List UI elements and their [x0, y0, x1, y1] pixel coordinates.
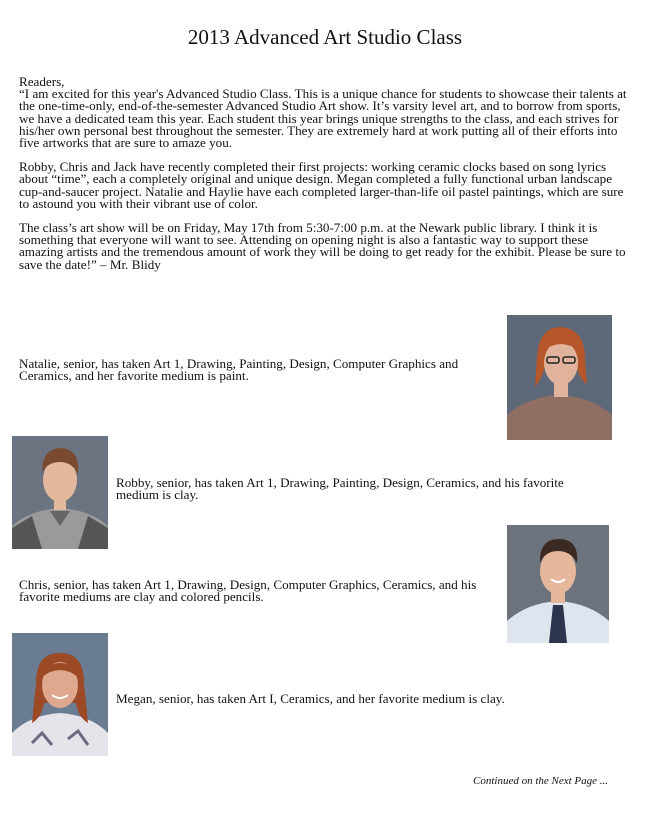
continued-footer: Continued on the Next Page ... [473, 775, 609, 787]
student-bio-robby: Robby, senior, has taken Art 1, Drawing, Painting, Design, Ceramics, and his favorite medium is clay. [116, 475, 564, 503]
student-bio-megan: Megan, senior, has taken Art I, Ceramics, and her favorite medium is clay. [116, 691, 505, 706]
chris-portrait-photo [507, 525, 609, 643]
page-title: 2013 Advanced Art Studio Class [187, 25, 463, 49]
greeting: Readers, [19, 74, 65, 89]
student-bio-chris: Chris, senior, has taken Art 1, Drawing, Design, Computer Graphics, Ceramics, and his favorite mediums are clay and colored pencils. [19, 577, 477, 605]
megan-portrait-photo [12, 633, 108, 756]
robby-portrait-photo [12, 436, 108, 549]
projects-paragraph: Robby, Chris and Jack have recently completed their first projects: working ceramic clocks based on song lyrics about “time”, each a completely original and unique design. Megan completed a fully functional urban landscape cup-and-saucer project. Natalie and Haylie have each completed larger-than-life oil pastel paintings, which are sure to astound you with their vibrant use of color. [19, 159, 624, 211]
intro-letter [19, 76, 629, 283]
intro-paragraph: “I am excited for this year's Advanced Studio Class. This is a unique chance for students to showcase their talents at the one-time-only, end-of-the-semester Advanced Studio Art show. It’s varsity level art, and to borrow from sports, we have a dedicated team this year. Each student this year brings unique strengths to the class, and each strives for his/her own personal best throughout the semester. They are extremely hard at work putting all of their efforts into five artworks that are sure to amaze you. [19, 86, 627, 151]
student-bio-natalie: Natalie, senior, has taken Art 1, Drawing, Painting, Design, Computer Graphics and Ceramics, and her favorite medium is paint. [19, 356, 459, 384]
natalie-portrait-photo [507, 315, 612, 440]
art-show-paragraph: The class’s art show will be on Friday, May 17th from 5:30-7:00 p.m. at the Newark public library. I think it is something that everyone will want to see. Attending on opening night is also a fantastic way to support these amazing artists and the tremendous amount of work they will be doing to get ready for the exhibit. Please be sure to save the date!” – Mr. Blidy [19, 220, 626, 272]
